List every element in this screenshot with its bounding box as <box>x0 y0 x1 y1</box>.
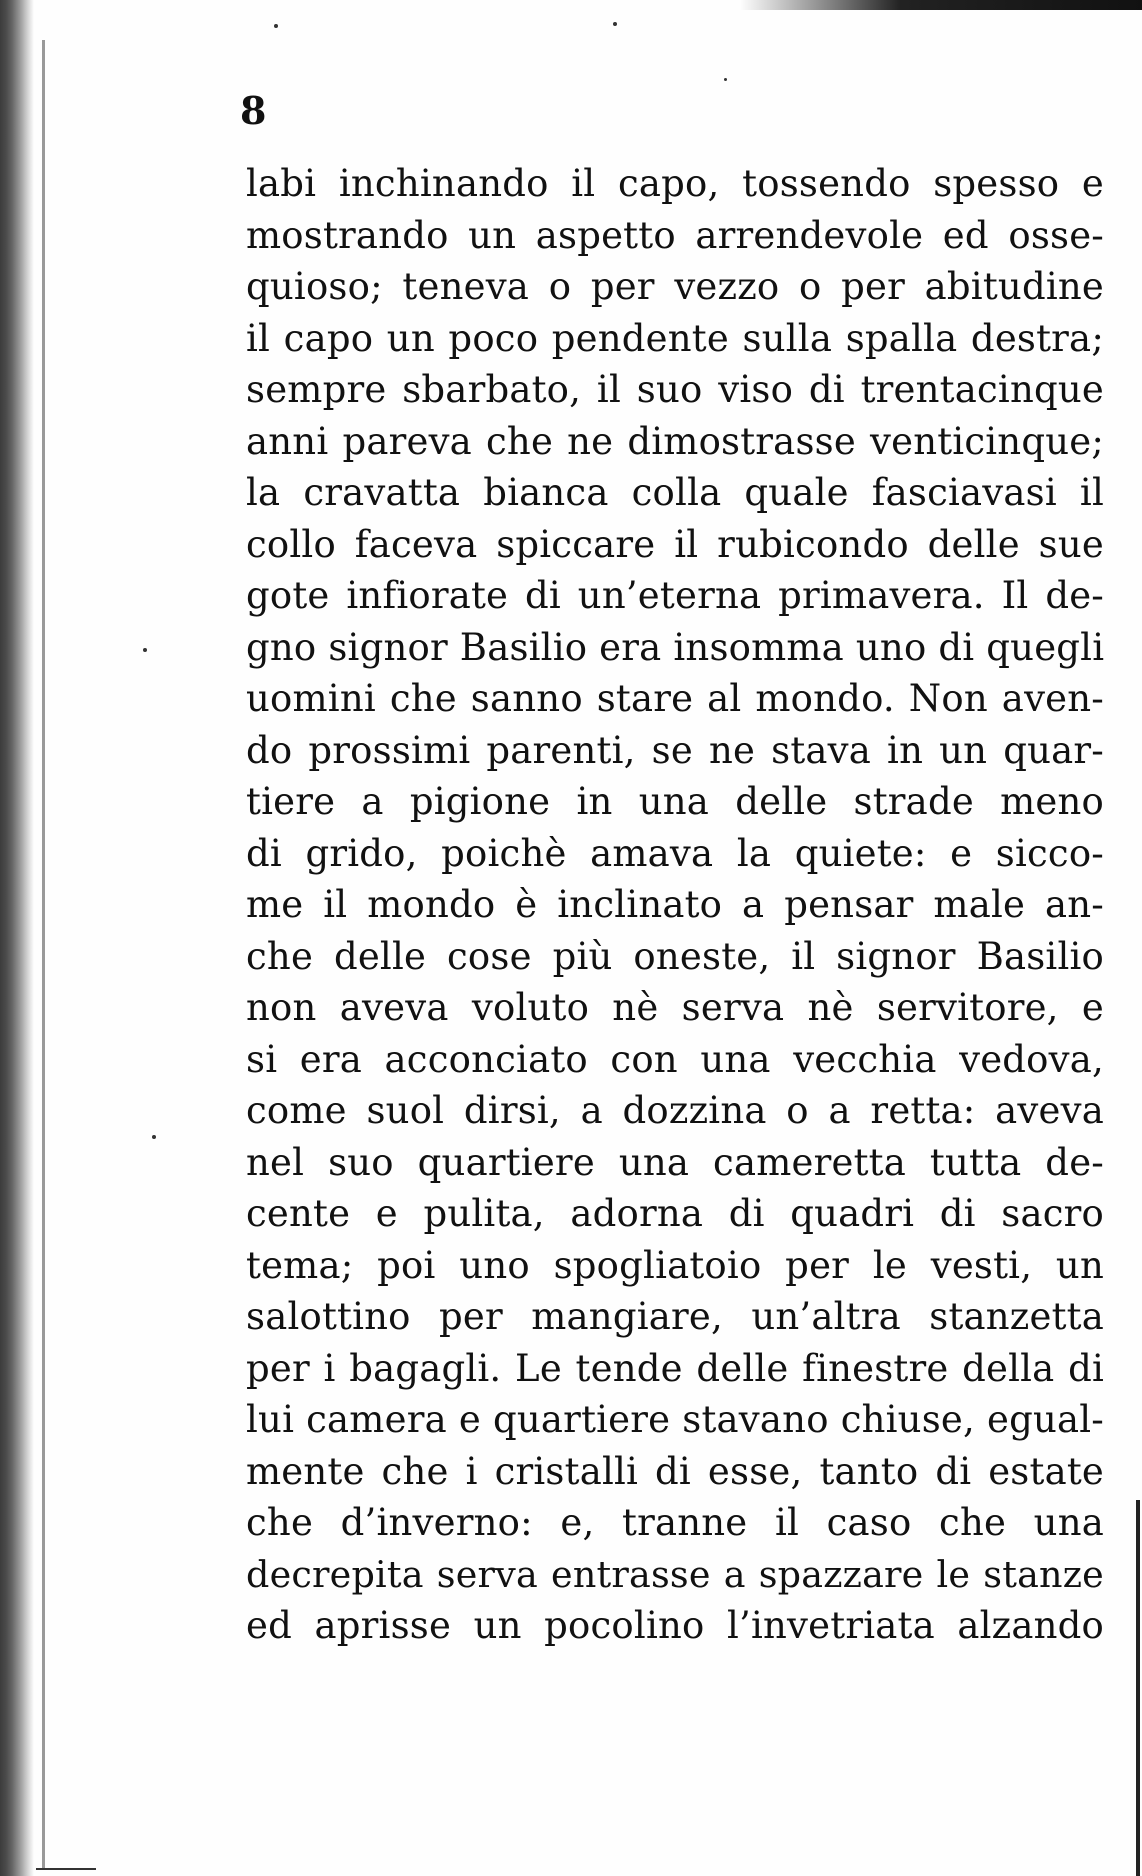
text-line: gno signor Basilio era insomma uno di quegli <box>246 625 1105 669</box>
text-line: per i bagagli. Le tende delle finestre della di <box>246 1346 1104 1390</box>
text-line: di grido, poichè amava la quiete: e sicco- <box>246 831 1104 875</box>
text-line: tiere a pigione in una delle strade meno <box>246 780 1104 823</box>
bottom-edge-mark <box>36 1868 96 1870</box>
scan-speck <box>143 648 147 652</box>
scan-speck <box>724 78 727 81</box>
text-line: labi inchinando il capo, tossendo spesso e <box>246 162 1104 205</box>
text-line: mostrando un aspetto arrendevole ed osse- <box>246 213 1104 257</box>
text-line: ed aprisse un pocolino l’invetriata alzando <box>246 1604 1104 1647</box>
scan-speck <box>152 1135 156 1139</box>
text-line: la cravatta bianca colla quale fasciavasi il <box>246 471 1104 514</box>
text-line: gote infiorate di un’eterna primavera. Il de- <box>246 574 1104 617</box>
scan-speck <box>613 22 617 26</box>
text-line: sempre sbarbato, il suo viso di trentacinque <box>246 368 1104 411</box>
top-scan-mark <box>740 0 1142 10</box>
text-line: quioso; teneva o per vezzo o per abitudine <box>246 265 1104 308</box>
text-line: come suol dirsi, a dozzina o a retta: aveva <box>246 1089 1104 1132</box>
text-line: non aveva voluto nè serva nè servitore, e <box>246 986 1104 1029</box>
text-line: lui camera e quartiere stavano chiuse, egual- <box>246 1398 1104 1441</box>
right-edge-mark <box>1136 1500 1140 1876</box>
text-line: il capo un poco pendente sulla spalla destra; <box>246 316 1104 360</box>
body-text <box>246 158 1104 1652</box>
text-line: anni pareva che ne dimostrasse venticinque; <box>246 419 1104 463</box>
text-line: che delle cose più oneste, il signor Basilio <box>246 934 1104 978</box>
text-line: che d’inverno: e, tranne il caso che una <box>246 1501 1104 1544</box>
text-line: cente e pulita, adorna di quadri di sacro <box>246 1192 1104 1235</box>
text-line: collo faceva spiccare il rubicondo delle sue <box>246 522 1104 566</box>
text-line: uomini che sanno stare al mondo. Non aven- <box>246 677 1104 720</box>
binding-shadow-line <box>42 40 45 1870</box>
text-line: me il mondo è inclinato a pensar male an- <box>246 883 1104 926</box>
text-line: mente che i cristalli di esse, tanto di estate <box>246 1449 1104 1493</box>
text-line: do prossimi parenti, se ne stava in un quar- <box>246 728 1104 772</box>
text-line: si era acconciato con una vecchia vedova, <box>246 1037 1104 1081</box>
text-line: decrepita serva entrasse a spazzare le stanze <box>246 1552 1104 1596</box>
binding-edge <box>0 0 34 1876</box>
page-number: 8 <box>240 88 268 133</box>
scan-speck <box>274 24 278 28</box>
text-line: nel suo quartiere una cameretta tutta de- <box>246 1140 1104 1184</box>
text-line: salottino per mangiare, un’altra stanzetta <box>246 1295 1104 1338</box>
text-line: tema; poi uno spogliatoio per le vesti, un <box>246 1243 1104 1287</box>
